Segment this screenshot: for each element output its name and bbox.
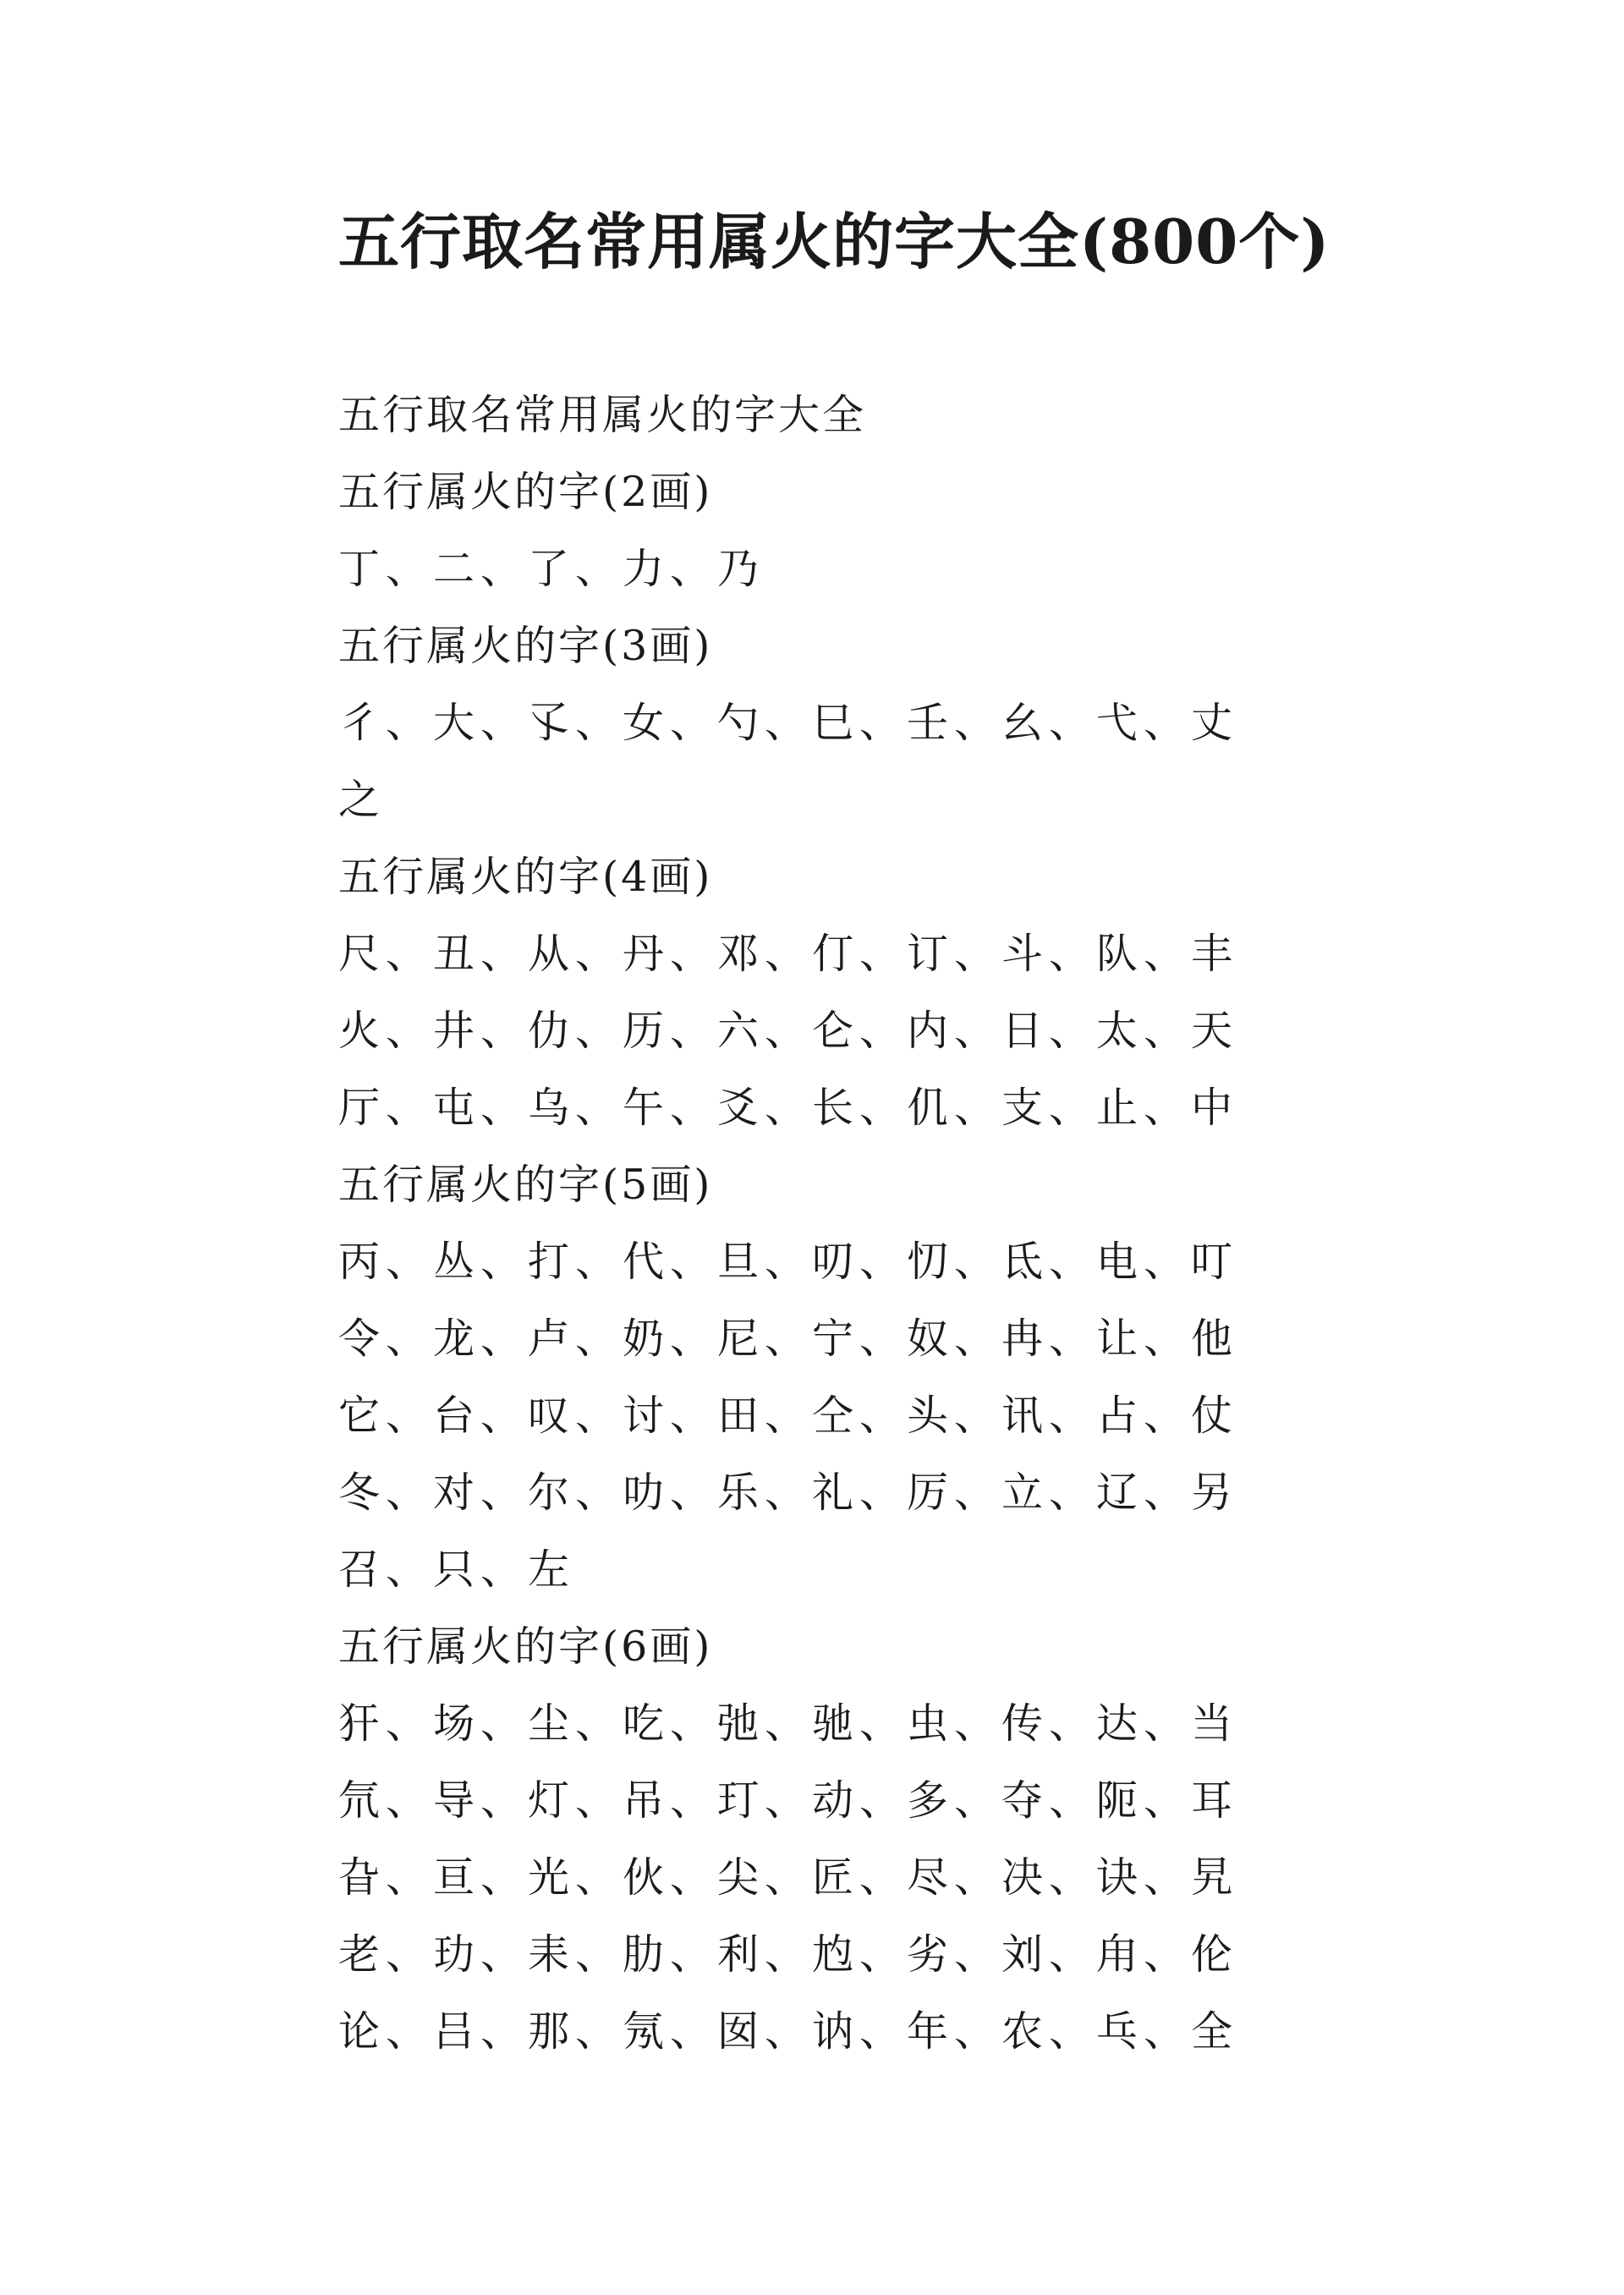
char-line: 氘、导、灯、吊、玎、动、多、夺、阨、耳 xyxy=(338,1776,1239,1825)
section-heading-6-strokes: 五行属火的字(6画) xyxy=(338,1622,713,1671)
char-line: 召、只、左 xyxy=(338,1546,576,1594)
intro-line: 五行取名常用属火的字大全 xyxy=(338,391,867,439)
section-heading-2-strokes: 五行属火的字(2画) xyxy=(338,468,713,516)
document-body xyxy=(338,376,1269,2070)
document-title: 五行取名常用属火的字大全(800个) xyxy=(338,206,1330,277)
section-heading-3-strokes: 五行属火的字(3画) xyxy=(338,622,713,670)
section-heading-5-strokes: 五行属火的字(5画) xyxy=(338,1161,713,1209)
char-line: 丁、二、了、力、乃 xyxy=(338,545,765,593)
char-line: 火、井、仂、历、六、仑、内、日、太、天 xyxy=(338,1007,1239,1055)
char-line: 旮、亘、光、伙、尖、匠、尽、决、诀、旯 xyxy=(338,1853,1239,1902)
char-line: 老、玏、耒、肋、利、尥、劣、刘、甪、伦 xyxy=(338,1930,1239,1979)
char-line: 厅、屯、乌、午、爻、长、仉、支、止、中 xyxy=(338,1084,1239,1132)
char-line: 它、台、叹、讨、田、仝、头、讯、占、仗 xyxy=(338,1392,1239,1440)
char-line: 彳、大、孓、女、勺、巳、壬、幺、弋、丈 xyxy=(338,699,1239,747)
char-line: 令、龙、卢、奶、尼、宁、奴、冉、让、他 xyxy=(338,1315,1239,1363)
char-line: 之 xyxy=(338,776,387,824)
char-line: 论、吕、那、氖、囡、讷、年、农、乓、全 xyxy=(338,2007,1239,2056)
char-line: 犴、场、尘、吃、弛、驰、虫、传、达、当 xyxy=(338,1699,1239,1748)
char-line: 冬、对、尔、叻、乐、礼、厉、立、辽、另 xyxy=(338,1469,1239,1517)
char-line: 尺、丑、从、丹、邓、仃、订、斗、队、丰 xyxy=(338,930,1239,978)
char-line: 丙、丛、打、代、旦、叨、忉、氐、电、叮 xyxy=(338,1238,1239,1286)
section-heading-4-strokes: 五行属火的字(4画) xyxy=(338,853,713,901)
